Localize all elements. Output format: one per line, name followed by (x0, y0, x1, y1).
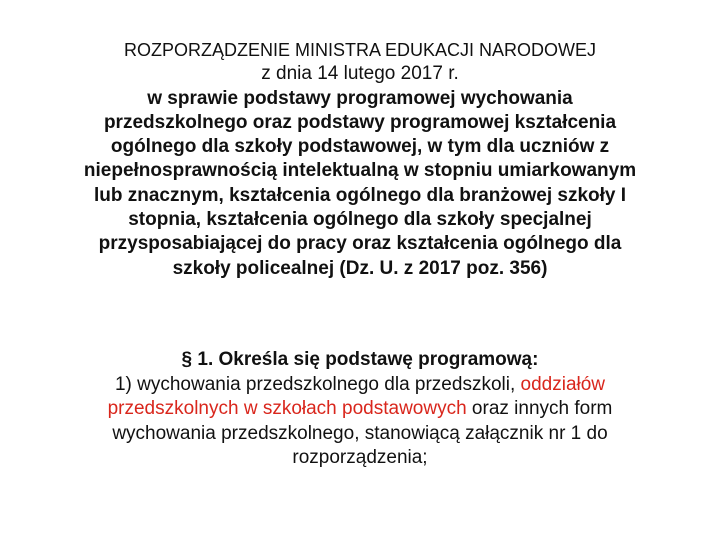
paragraph-heading: § 1. Określa się podstawę programową: (181, 349, 539, 370)
item-1-text: 1) wychowania przedszkolnego dla przedszkoli, (114, 373, 521, 395)
item-1-line-3: wychowania przedszkolnego, stanowiącą załącznik nr 1 do (112, 422, 608, 444)
item-1-line-1 (10, 373, 710, 398)
subject-line: stopnia, kształcenia ogólnego dla szkoły specjalnej (128, 209, 592, 231)
subject-line: lub znacznym, kształcenia ogólnego dla branżowej szkoły I (93, 184, 627, 206)
item-1-line-2 (10, 397, 710, 422)
item-1-text: oraz innych form (466, 398, 613, 420)
regulation-header (10, 38, 710, 281)
item-1-highlight: oddziałów (520, 373, 606, 395)
subject-line: niepełnosprawnością intelektualną w stopniu umiarkowanym (83, 160, 637, 182)
item-1-highlight: przedszkolnych w szkołach podstawowych (107, 398, 467, 420)
subject-line: ogólnego dla szkoły podstawowej, w tym dla uczniów z (110, 136, 610, 158)
subject-line: w sprawie podstawy programowej wychowania (147, 87, 573, 109)
subject-line: szkoły policealnej (Dz. U. z 2017 poz. 356) (172, 257, 548, 279)
paragraph-1 (10, 348, 710, 471)
regulation-date: z dnia 14 lutego 2017 r. (261, 63, 459, 85)
item-1-line-4: rozporządzenia; (292, 447, 428, 469)
subject-line: przysposabiającej do pracy oraz kształcenia ogólnego dla (98, 233, 622, 255)
regulation-title: ROZPORZĄDZENIE MINISTRA EDUKACJI NARODOWEJ (123, 40, 597, 60)
subject-line: przedszkolnego oraz podstawy programowej kształcenia (103, 111, 617, 133)
